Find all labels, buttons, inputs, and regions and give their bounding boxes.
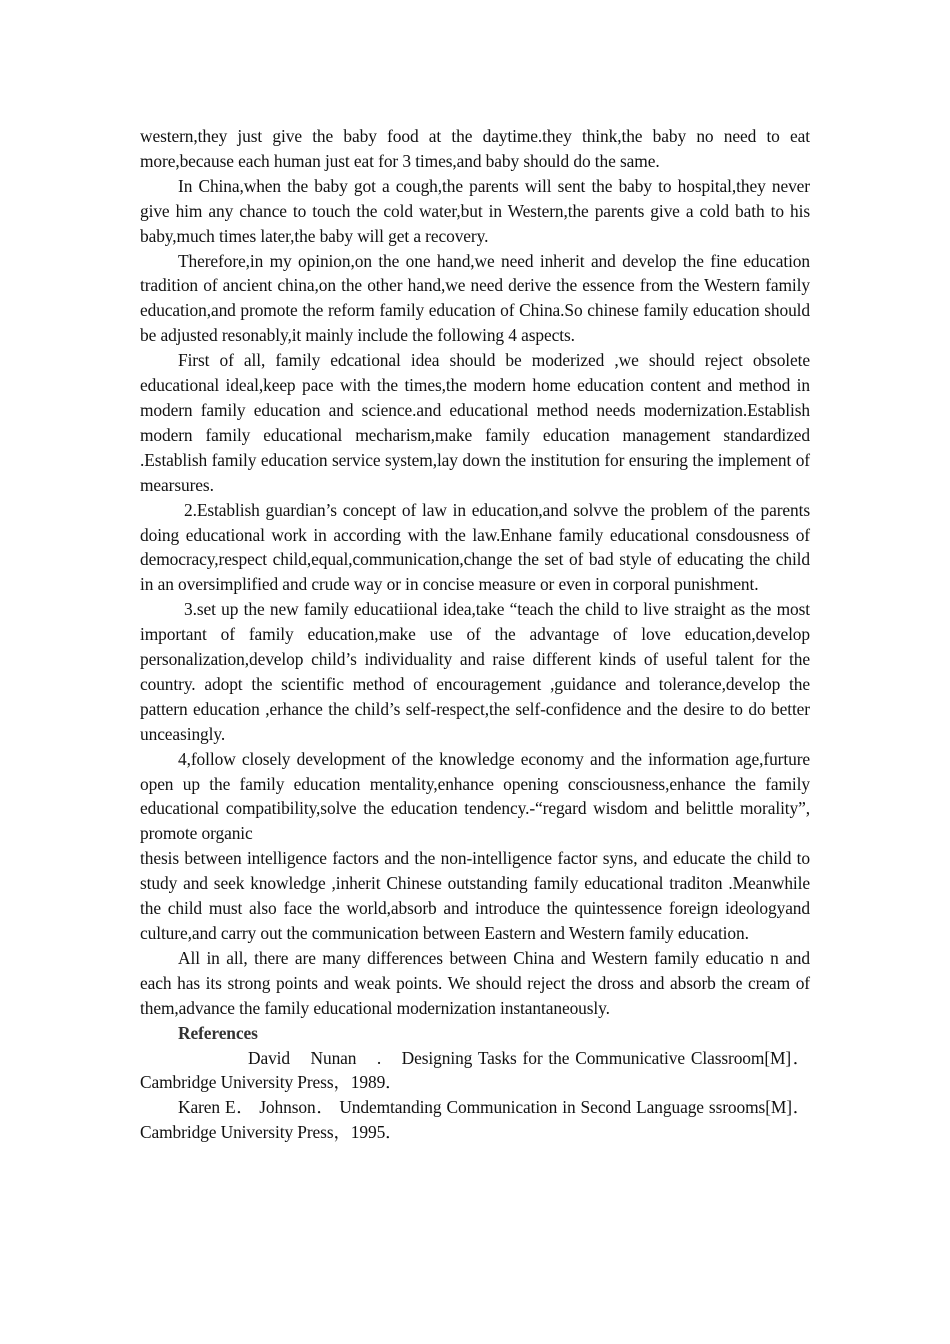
- paragraph-cough: In China,when the baby got a cough,the parents will sent the baby to hospital,they never give him any chance to touch the cold water,but in Western,the parents give a cold bath to his baby,much times later,the baby will get a recovery.: [140, 175, 810, 246]
- paragraph-first-aspect: First of all, family edcational idea should be moderized ,we should reject obsolete educational ideal,keep pace with the times,the modern home education content and method in modern family education and science.and educational method needs modernization.Establish modern family educational mecharism,make family education management standardized .Establish family education service system,lay down the institution for ensuring the implement of mearsures.: [140, 350, 810, 495]
- reference-item: Karen E． Johnson． Undemtanding Communication in Second Language ssrooms[M]．Cambridge University Press，1995．: [140, 1097, 810, 1143]
- reference-item: David Nunan . Designing Tasks for the Communicative Classroom[M]．Cambridge University Press，1989．: [140, 1047, 810, 1093]
- references-heading: References: [178, 1022, 258, 1043]
- paragraph-second-aspect: 2.Establish guardian’s concept of law in education,and solvve the problem of the parents doing educational work in according with the law.Enhane family educational consdousness of democracy,respect child,equal,communication,change the set of bad style of educating the child in an oversimplified and crude way or in concise measure or even in corporal punishment.: [140, 499, 810, 595]
- paragraph-third-aspect: 3.set up the new family educatiional idea,take “teach the child to live straight as the most important of family education,make use of the advantage of love education,develop personalization,develop child’s individuality and raise different kinds of useful talent for the country. adopt the scientific method of encouragement ,guidance and tolerance,develop the pattern education ,erhance the child’s self-respect,the self-confidence and the desire to do better unceasingly.: [140, 599, 810, 744]
- paragraph-fourth-aspect: 4,follow closely development of the knowledge economy and the information age,furture open up the family education mentality,enhance opening consciousness,enhance the family educational compatibility,solve the education tendency.-“regard wisdom and belittle morality”, promote organic: [140, 748, 810, 844]
- paragraph-conclusion: All in all, there are many differences between China and Western family educatio n and each has its strong points and weak points. We should reject the dross and absorb the cream of them,advance the family educational modernization instantaneously.: [140, 947, 810, 1018]
- document-page: [140, 124, 810, 1145]
- paragraph-feeding: western,they just give the baby food at the daytime.they think,the baby no need to eat more,because each human just eat for 3 times,and baby should do the same.: [140, 126, 810, 171]
- paragraph-therefore: Therefore,in my opinion,on the one hand,we need inherit and develop the fine education tradition of ancient china,on the other hand,we need derive the essence from the Western family education,and promote the reform family education of China.So chinese family education should be adjusted resonably,it mainly include the following 4 aspects.: [140, 250, 810, 346]
- paragraph-fourth-aspect-continued: thesis between intelligence factors and the non-intelligence factor syns, and educate the child to study and seek knowledge ,inherit Chinese outstanding family educational traditon .Meanwhile the child must also face the world,absorb and introduce the quintessence foreign ideologyand culture,and carry out the communication between Eastern and Western family education.: [140, 848, 810, 943]
